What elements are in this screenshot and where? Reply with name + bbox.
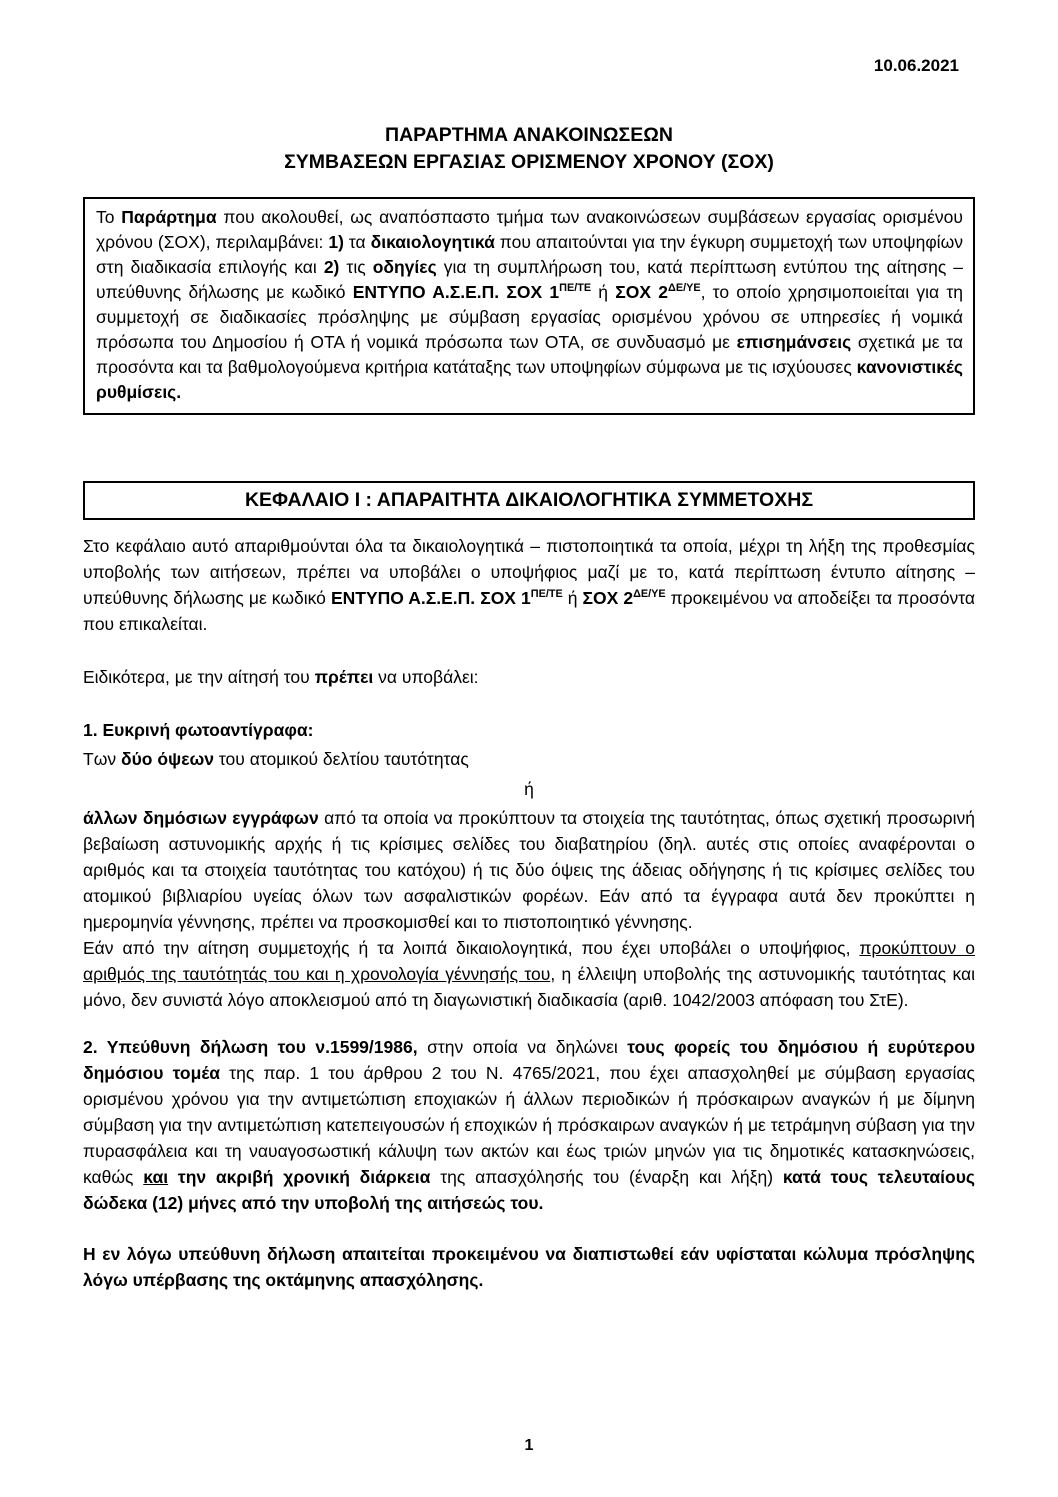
text-run: κατά τους τελευταίους δώδεκα (12) μήνες από την υποβολή της αιτήσεώς του. — [83, 1167, 975, 1213]
text-run: κανονιστικές ρυθμίσεις. — [96, 357, 963, 402]
text-run: 1) — [328, 232, 344, 252]
text-run: σχετικά με τα προσόντα και τα βαθμολογούμενα κριτήρια κατάταξης των υποψηφίων σύμφωνα με τις ισχύουσες — [96, 332, 963, 377]
text-run: την ακριβή χρονική διάρκεια — [168, 1167, 431, 1187]
text-run: Ειδικότερα, με την αίτησή του — [83, 667, 315, 687]
chapter-intro-paragraph — [83, 533, 975, 637]
item1-identity-omission-paragraph — [83, 935, 975, 1013]
text-run: ΕΝΤΥΠΟ Α.Σ.Ε.Π. ΣΟΧ 1 — [330, 588, 531, 608]
text-run: και — [143, 1167, 169, 1187]
text-run: τις — [339, 257, 373, 277]
item1-heading — [83, 717, 975, 743]
text-run: ΔΕ/ΥΕ — [668, 282, 701, 295]
text-run: της απασχόλησής του (έναρξη και λήξη) — [430, 1167, 783, 1187]
text-run: δύο όψεων — [120, 749, 215, 769]
item2-declaration-paragraph — [83, 1034, 975, 1216]
item1-identity-line — [83, 746, 975, 772]
text-run: ΣΟΧ 2 — [615, 282, 669, 302]
intro-box-paragraph — [83, 197, 975, 415]
text-run: Στο κεφάλαιο αυτό απαριθμούνται όλα τα δικαιολογητικά – πιστοποιητικά τα οποία, μέχρι τη λήξη της προθεσμίας υποβολής των αιτήσεων, πρέπει να υποβάλει ο υποψήφιος μαζί με το, κατά περίπτωση έντυπο αίτησης – υπεύθυνης δήλωσης με κωδικό — [83, 536, 975, 608]
text-run: , η έλλειψη υποβολής της αστυνομικής ταυτότητας και μόνο, δεν συνιστά λόγο αποκλεισμού από τη διαγωνιστική διαδικασία (αριθ. 1042/2003 απόφαση του ΣτΕ). — [83, 964, 975, 1010]
text-run: για τη συμπλήρωση του, κατά περίπτωση εντύπου της αίτησης – υπεύθυνης δήλωσης με κωδικό — [96, 257, 964, 302]
text-run: ή — [562, 588, 583, 608]
text-run: 1. Ευκρινή φωτοαντίγραφα: — [83, 720, 314, 740]
text-run: ή — [591, 282, 616, 302]
text-run: στην οποία να δηλώνει — [417, 1037, 628, 1057]
text-run: Των — [83, 749, 121, 769]
text-run: πρέπει — [314, 667, 374, 687]
item1-other-documents-paragraph — [83, 805, 975, 935]
or-separator: ή — [524, 779, 534, 799]
page-number: 1 — [524, 1437, 534, 1454]
text-run: , το οποίο χρησιμοποιείται για τη συμμετοχή σε διαδικασίες πρόσληψης με σύμβαση εργασίας ορισμένου χρόνου σε υπηρεσίες ή νομικά πρόσωπα του Δημοσίου ή ΟΤΑ ή νομικά πρόσωπα των ΟΤΑ, σε συνδυασμό με — [96, 282, 963, 352]
text-run: τα — [343, 232, 371, 252]
document-content — [0, 56, 1058, 1293]
text-run: 2. Υπεύθυνη δήλωση του ν.1599/1986, — [83, 1037, 418, 1057]
document-title-line2: ΣΥΜΒΑΣΕΩΝ ΕΡΓΑΣΙΑΣ ΟΡΙΣΜΕΝΟΥ ΧΡΟΝΟΥ (ΣΟΧ) — [284, 151, 774, 173]
closing-paragraph — [83, 1241, 975, 1293]
chapter-heading: ΚΕΦΑΛΑΙΟ Ι : ΑΠΑΡΑΙΤΗΤΑ ΔΙΚΑΙΟΛΟΓΗΤΙΚΑ ΣΥΜΜΕΤΟΧΗΣ — [83, 481, 975, 520]
text-run: τους φορείς του δημόσιου ή ευρύτερου δημόσιου τομέα — [83, 1037, 976, 1083]
text-run: προκειμένου να αποδείξει τα προσόντα που επικαλείται. — [83, 588, 975, 634]
text-run: Παράρτημα — [121, 207, 217, 227]
text-run: του ατομικού δελτίου ταυτότητας — [214, 749, 469, 769]
text-run: ΣΟΧ 2 — [582, 588, 634, 608]
text-run: ΔΕ/ΥΕ — [633, 588, 666, 601]
text-run: της παρ. 1 του άρθρου 2 του Ν. 4765/2021, που έχει απασχοληθεί με σύμβαση εργασίας ορισμένου χρόνου για την αντιμετώπιση εποχιακών ή άλλων περιοδικών ή πρόσκαιρων αναγκών ή με δίμηνη σύμβαση για την αντιμετώπιση κατεπειγουσών ή εποχικών ή πρόσκαιρων αναγκών ή με τετράμηνη σύβαση για την πυρασφάλεια και τη ναυαγοσωστική κάλυψη των ακτών και έως τριών μηνών για τις δημοτικές κατασκηνώσεις, καθώς — [83, 1063, 975, 1187]
document-title-line1: ΠΑΡΑΡΤΗΜΑ ΑΝΑΚΟΙΝΩΣΕΩΝ — [385, 124, 673, 146]
text-run: επισημάνσεις — [736, 332, 852, 352]
text-run: που απαιτούνται για την έγκυρη συμμετοχή των υποψηφίων στη διαδικασία επιλογής και — [96, 232, 963, 277]
text-run: 2) — [323, 257, 340, 277]
text-run: Η εν λόγω υπεύθυνη δήλωση απαιτείται προκειμένου να διαπιστωθεί εάν υφίσταται κώλυμα πρόσληψης λόγω υπέρβασης της οκτάμηνης απασχόλησης. — [83, 1244, 975, 1290]
text-run: άλλων δημόσιων εγγράφων — [83, 808, 319, 828]
text-run: ΠΕ/ΤΕ — [559, 282, 592, 295]
text-run: οδηγίες — [372, 257, 437, 277]
text-run: ΠΕ/ΤΕ — [530, 588, 563, 601]
document-title — [83, 122, 975, 176]
text-run: ΕΝΤΥΠΟ Α.Σ.Ε.Π. ΣΟΧ 1 — [352, 282, 560, 302]
document-date: 10.06.2021 — [873, 56, 959, 75]
text-run: που ακολουθεί, ως αναπόσπαστο τμήμα των ανακοινώσεων συμβάσεων εργασίας ορισμένου χρόνου (ΣΟΧ), περιλαμβάνει: — [96, 207, 963, 252]
text-run: προκύπτουν ο αριθμός της ταυτότητάς του και η χρονολογία γέννησής του — [83, 938, 976, 984]
text-run: από τα οποία να προκύπτουν τα στοιχεία της ταυτότητας, όπως σχετική προσωρινή βεβαίωση αστυνομικής αρχής ή τις κρίσιμες σελίδες του διαβατηρίου (δηλ. αυτές στις οποίες αναφέρονται ο αριθμός και τα στοιχεία ταυτότητας του κατόχου) ή τις δύο όψεις της άδειας οδήγησης ή τις κρίσιμες σελίδες του ατομικού βιβλιαρίου υγείας όλων των ασφαλιστικών φορέων. Εάν από τα έγγραφα αυτά δεν προκύπτει η ημερομηνία γέννησης, πρέπει να προσκομισθεί και το πιστοποιητικό γέννησης. — [83, 808, 976, 932]
submit-intro-line — [83, 664, 975, 690]
text-run: δικαιολογητικά — [370, 232, 495, 252]
text-run: Εάν από την αίτηση συμμετοχής ή τα λοιπά δικαιολογητικά, που έχει υποβάλει ο υποψήφιος, — [83, 938, 860, 958]
text-run: να υποβάλει: — [373, 667, 479, 687]
text-run: Το — [96, 207, 122, 227]
